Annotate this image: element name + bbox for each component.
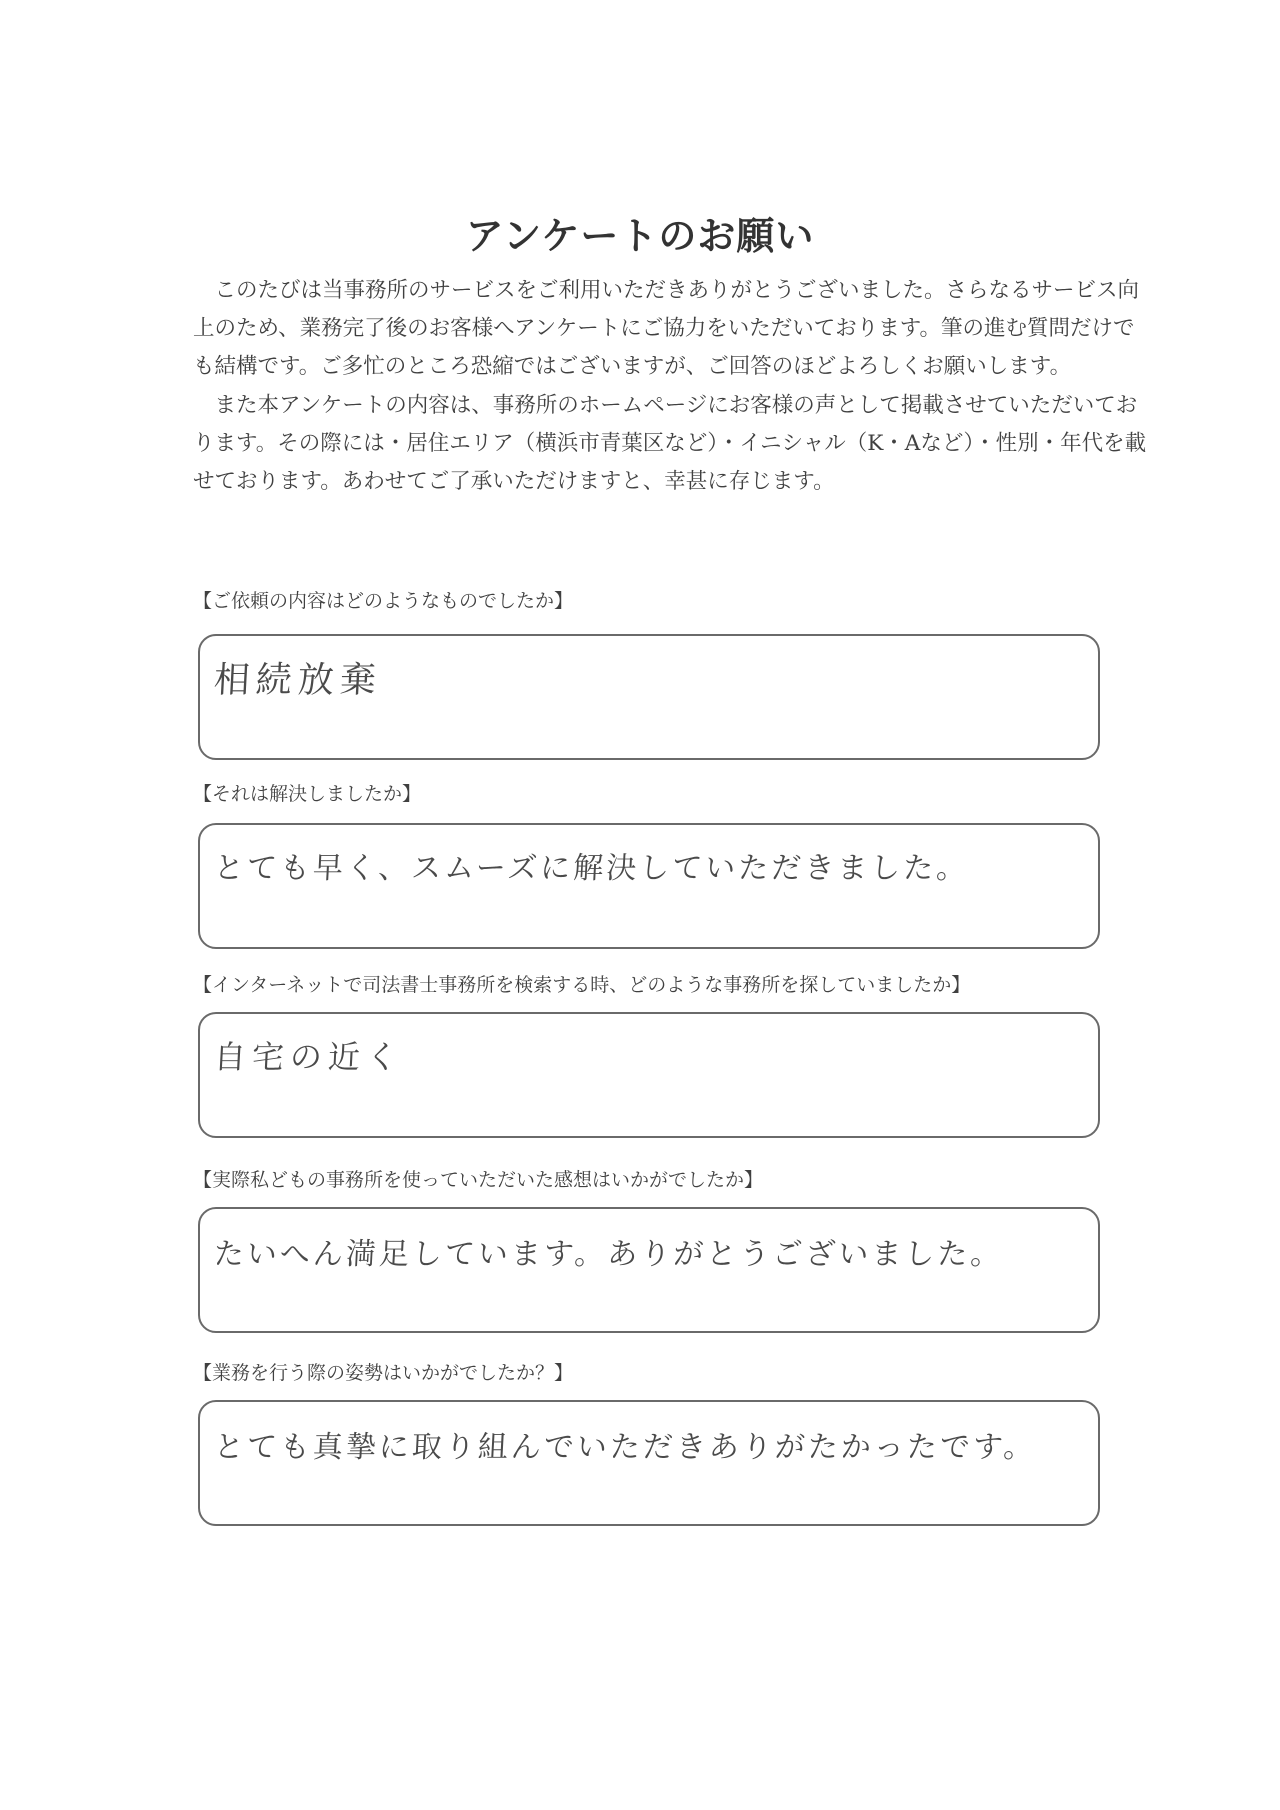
question-label-2: 【それは解決しましたか】	[193, 783, 422, 805]
question-label-5: 【業務を行う際の姿勢はいかがでしたか？】	[193, 1362, 574, 1384]
question-label-4: 【実際私どもの事務所を使っていただいた感想はいかがでしたか】	[193, 1169, 764, 1191]
intro-paragraph-2: また本アンケートの内容は、事務所のホームページにお客様の声として掲載させていただいております。その際には・居住エリア（横浜市青葉区など）・イニシャル（K・Aなど）・性別・年代を載せております。あわせてご了承いただけますと、幸甚に存じます。	[193, 392, 1147, 495]
question-label-3: 【インターネットで司法書士事務所を検索する時、どのような事務所を探していましたか】	[193, 974, 971, 996]
answer-box-5	[198, 1400, 1100, 1526]
answer-box-1	[198, 634, 1100, 760]
question-label-1: 【ご依頼の内容はどのようなものでしたか】	[193, 590, 574, 612]
answer-box-4	[198, 1207, 1100, 1333]
page-title: アンケートのお願い	[465, 214, 815, 258]
answer-text-5: とても真摯に取り組んでいただきありがたかったです。	[212, 1430, 1038, 1465]
answer-box-2	[198, 823, 1100, 949]
answer-text-2: とても早く、スムーズに解決していただきました。	[212, 851, 971, 886]
answer-text-4: たいへん満足しています。ありがとうございました。	[212, 1237, 1005, 1272]
answer-text-1: 相続放棄	[212, 660, 383, 701]
answer-text-3: 自宅の近く	[212, 1038, 405, 1076]
intro-paragraph-1: このたびは当事務所のサービスをご利用いただきありがとうございました。さらなるサービス向上のため、業務完了後のお客様へアンケートにご協力をいただいております。筆の進む質問だけでも結構です。ご多忙のところ恐縮ではございますが、ご回答のほどよろしくお願いします。	[193, 278, 1140, 380]
answer-box-3	[198, 1012, 1100, 1138]
intro-text	[193, 272, 1153, 501]
